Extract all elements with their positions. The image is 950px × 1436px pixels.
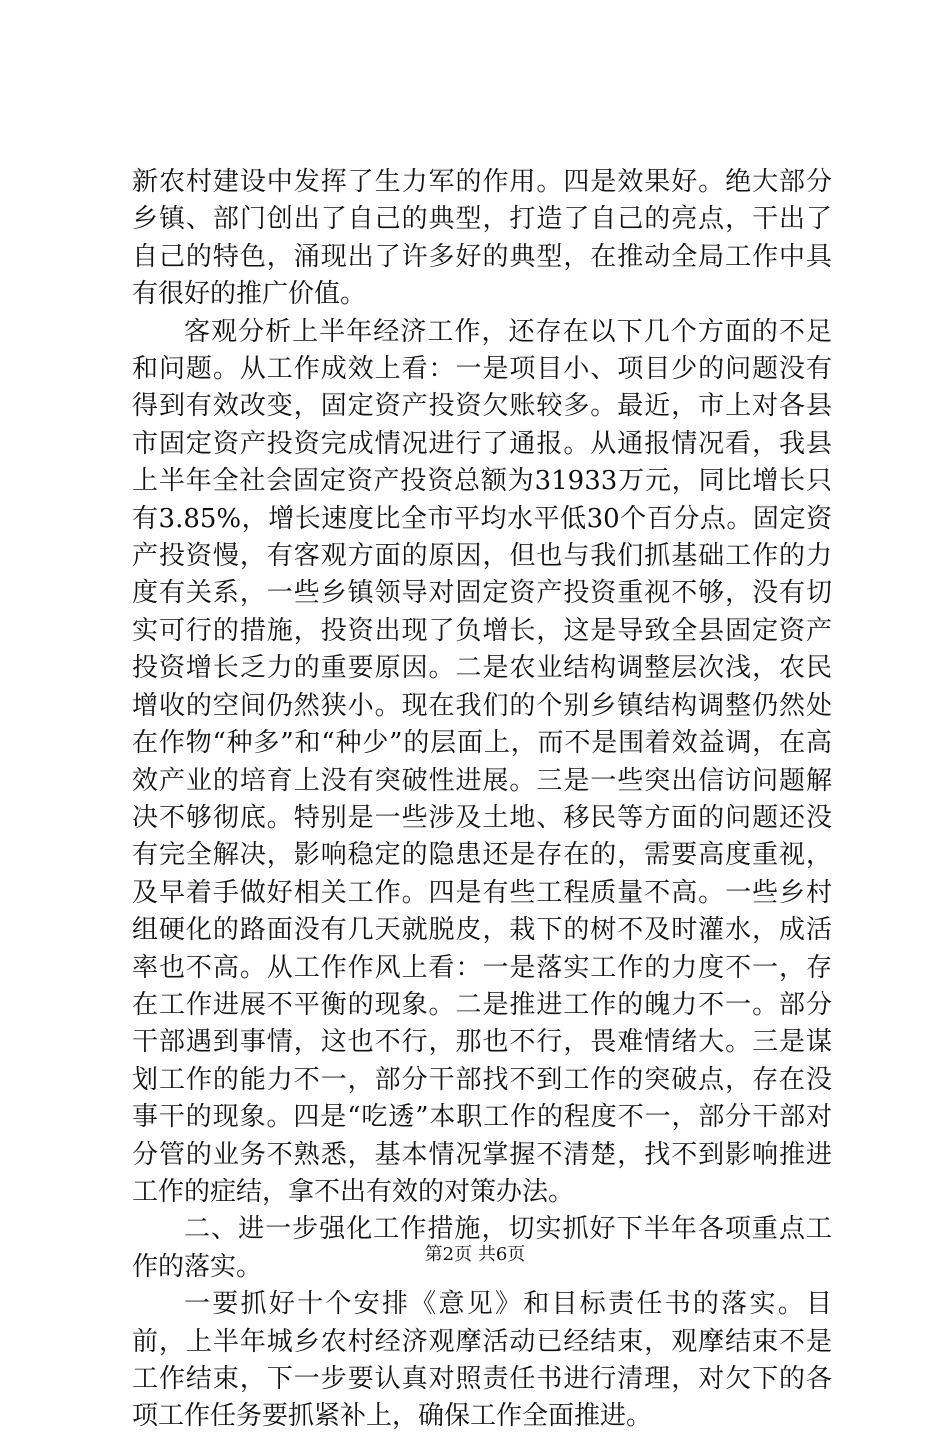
paragraph-2: 客观分析上半年经济工作，还存在以下几个方面的不足和问题。从工作成效上看：一是项目小、项目少的问题没有得到有效改变，固定资产投资欠账较多。最近，市上对各县市固定资产投资完成情况进行了通报。从通报情况看，我县上半年全社会固定资产投资总额为31933万元，同比增长只有3.85%，增长速度比全市平均水平低30个百分点。固定资产投资慢，有客观方面的原因，但也与我们抓基础工作的力度有关系，一些乡镇领导对固定资产投资重视不够，没有切实可行的措施，投资出现了负增长，这是导致全县固定资产投资增长乏力的重要原因。二是农业结构调整层次浅，农民增收的空间仍然狭小。现在我们的个别乡镇结构调整仍然处在作物“种多”和“种少”的层面上，而不是围着效益调，在高效产业的培育上没有突破性进展。三是一些突出信访问题解决不够彻底。特别是一些涉及土地、移民等方面的问题还没有完全解决，影响稳定的隐患还是存在的，需要高度重视，及早着手做好相关工作。四是有些工程质量不高。一些乡村组硬化的路面没有几天就脱皮，栽下的树不及时灌水，成活率也不高。从工作作风上看：一是落实工作的力度不一，存在工作进展不平衡的现象。二是推进工作的魄力不一。部分干部遇到事情，这也不行，那也不行，畏难情绪大。三是谋划工作的能力不一，部分干部找不到工作的突破点，存在没事干的现象。四是“吃透”本职工作的程度不一，部分干部对分管的业务不熟悉，基本情况掌握不清楚，找不到影响推进工作的症结，拿不出有效的对策办法。 xyxy=(132,316,832,1207)
paragraph-3: 二、进一步强化工作措施，切实抓好下半年各项重点工作的落实。 xyxy=(132,1214,832,1282)
paragraph-4: 一要抓好十个安排《意见》和目标责任书的落实。目前，上半年城乡农村经济观摩活动已经结束，观摩结束不是工作结束，下一步要认真对照责任书进行清理，对欠下的各项工作任务要抓紧补上，确保工作全面推进。 xyxy=(132,1289,832,1432)
page-number-label: 第2页 共6页 xyxy=(424,1244,526,1265)
page-footer xyxy=(0,1243,950,1267)
paragraph-1: 新农村建设中发挥了生力军的作用。四是效果好。绝大部分乡镇、部门创出了自己的典型，打造了自己的亮点，干出了自己的特色，涌现出了许多好的典型，在推动全局工作中具有很好的推广价值。 xyxy=(132,167,832,310)
